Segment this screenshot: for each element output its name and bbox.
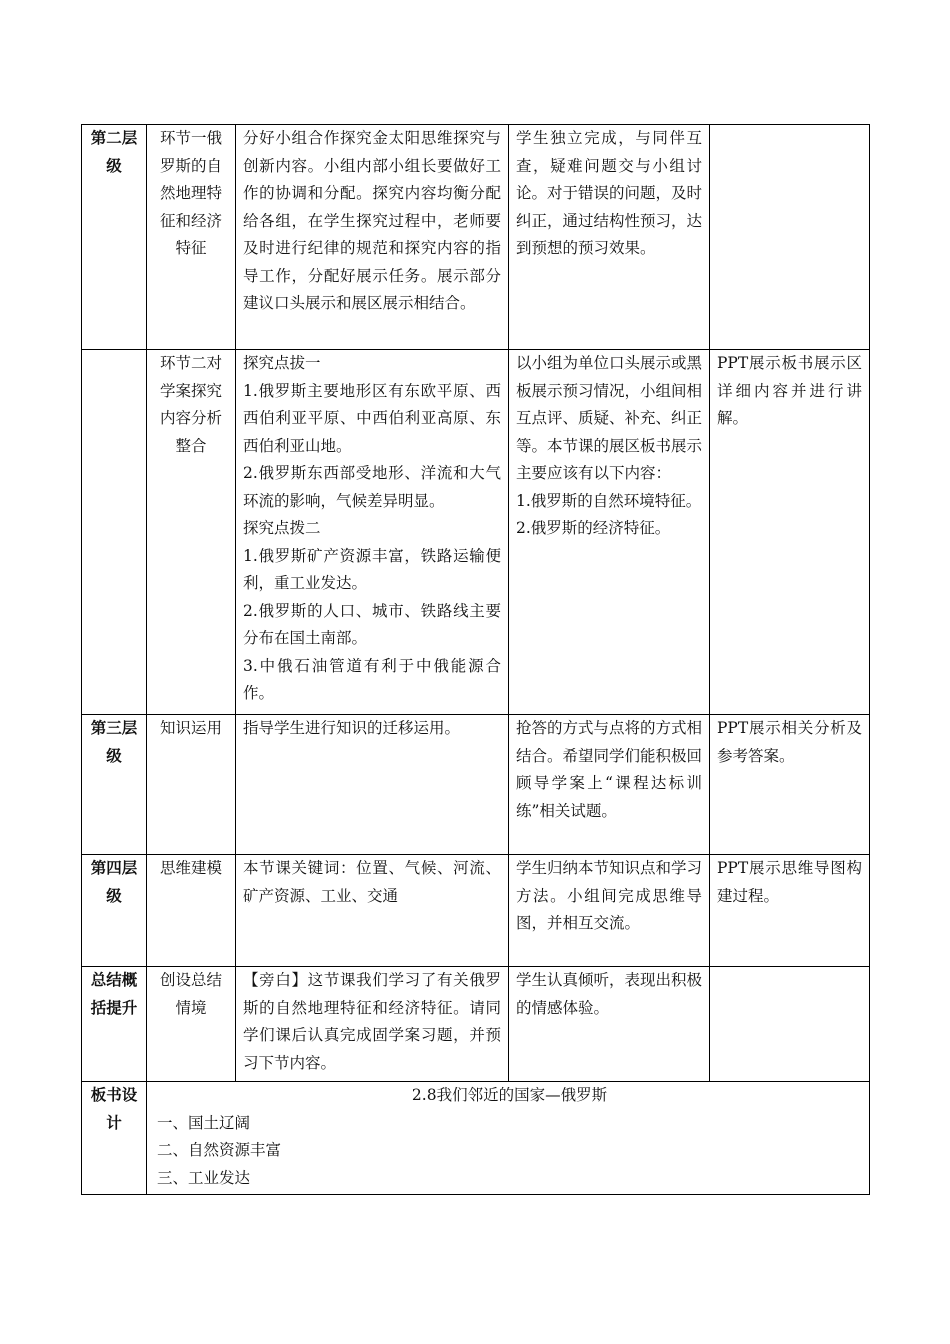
student-line: 学生归纳本节知识点和学习方法。小组间完成思维导图，并相互交流。: [516, 859, 703, 932]
media-line: PPT展示相关分析及参考答案。: [717, 719, 862, 765]
level-cell: 第三层级: [82, 715, 147, 855]
media-line: PPT展示板书展示区详细内容并进行讲解。: [717, 354, 862, 427]
level-cell: 总结概括提升: [82, 967, 147, 1082]
content-line: 探究点拨二: [243, 519, 321, 537]
table-row: [82, 855, 870, 967]
stage-cell: 思维建模: [147, 855, 236, 967]
student-cell: [509, 715, 710, 855]
student-cell: [509, 125, 710, 350]
content-cell: [236, 125, 509, 350]
level-cell: 第四层级: [82, 855, 147, 967]
lesson-plan-table: [81, 124, 870, 1195]
content-line: 1.俄罗斯主要地形区有东欧平原、西西伯利亚平原、中西伯利亚高原、东西伯利亚山地。: [243, 381, 501, 455]
level-cell: [82, 350, 147, 715]
media-cell: [710, 855, 870, 967]
student-line: 学生认真倾听，表现出积极的情感体验。: [516, 971, 703, 1017]
content-line: 2.俄罗斯东西部受地形、洋流和大气环流的影响，气候差异明显。: [243, 464, 501, 510]
student-line: 以小组为单位口头展示或黑板展示预习情况，小组间相互点评、质疑、补充、纠正等。本节课的展区板书展示主要应该有以下内容：: [516, 354, 703, 482]
media-cell: [710, 715, 870, 855]
content-cell: [236, 967, 509, 1082]
content-line: 指导学生进行知识的迁移运用。: [243, 719, 461, 737]
student-line: 1.俄罗斯的自然环境特征。: [516, 491, 702, 510]
content-cell: [236, 855, 509, 967]
content-line: 【旁白】这节课我们学习了有关俄罗斯的自然地理特征和经济特征。请同学们课后认真完成固学案习题，并预习下节内容。: [243, 971, 501, 1072]
table-row: [82, 967, 870, 1082]
table-row: [82, 350, 870, 715]
board-item: 三、工业发达: [157, 1168, 251, 1187]
student-line: 抢答的方式与点将的方式相结合。希望同学们能积极回顾导学案上“课程达标训练”相关试题。: [516, 719, 703, 820]
content-line: 2.俄罗斯的人口、城市、铁路线主要分布在国土南部。: [243, 601, 501, 647]
board-title: 2.8我们邻近的国家—俄罗斯: [411, 1086, 608, 1104]
board-item: 二、自然资源丰富: [157, 1141, 282, 1159]
content-cell: [236, 715, 509, 855]
table-row: [82, 715, 870, 855]
content-line: 3.中俄石油管道有利于中俄能源合作。: [243, 656, 501, 702]
board-row: [82, 1082, 870, 1195]
stage-cell: 创设总结情境: [147, 967, 236, 1082]
media-line: PPT展示思维导图构建过程。: [717, 859, 862, 905]
student-line: 2.俄罗斯的经济特征。: [516, 519, 671, 537]
board-item: 一、国土辽阔: [157, 1113, 251, 1132]
content-line: 探究点拔一: [243, 354, 321, 372]
content-cell: [236, 350, 509, 715]
content-line: 1.俄罗斯矿产资源丰富，铁路运输便利，重工业发达。: [243, 546, 501, 592]
board-label: 板书设计: [82, 1082, 147, 1195]
content-line: 本节课关键词：位置、气候、河流、矿产资源、工业、交通: [243, 859, 501, 905]
student-line: 学生独立完成，与同伴互查，疑难问题交与小组讨论。对于错误的问题，及时纠正，通过结构性预习，达到预想的预习效果。: [516, 129, 703, 257]
media-cell: [710, 967, 870, 1082]
board-cell: [147, 1082, 870, 1195]
media-cell: [710, 350, 870, 715]
student-cell: [509, 855, 710, 967]
stage-cell: 知识运用: [147, 715, 236, 855]
student-cell: [509, 350, 710, 715]
content-line: 分好小组合作探究金太阳思维探究与创新内容。小组内部小组长要做好工作的协调和分配。探究内容均衡分配给各组，在学生探究过程中，老师要及时进行纪律的规范和探究内容的指导工作，分配好展示任务。展示部分建议口头展示和展区展示相结合。: [243, 129, 501, 312]
level-cell: 第二层级: [82, 125, 147, 350]
stage-cell: 环节一俄罗斯的自然地理特征和经济特征: [147, 125, 236, 350]
media-cell: [710, 125, 870, 350]
table-row: [82, 125, 870, 350]
student-cell: [509, 967, 710, 1082]
stage-cell: 环节二对学案探究内容分析整合: [147, 350, 236, 715]
